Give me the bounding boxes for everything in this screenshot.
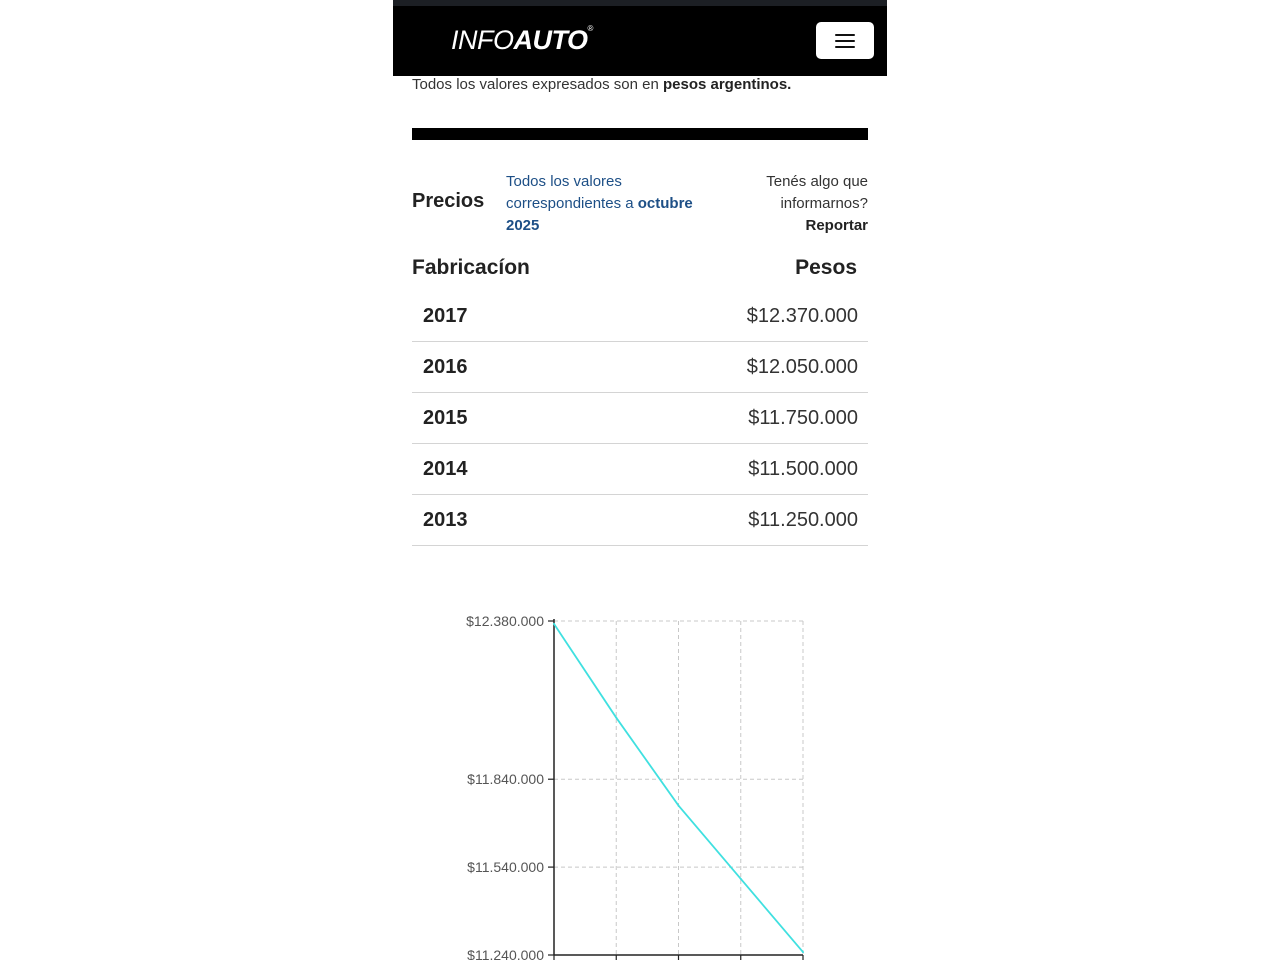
row-year: 2014: [423, 458, 468, 480]
price-table: [412, 291, 868, 546]
logo-thin-text: INFO: [451, 25, 514, 55]
row-price: $12.050.000: [746, 356, 858, 378]
infoauto-logo[interactable]: [451, 22, 593, 58]
page: [393, 0, 887, 960]
logo-bold-text: AUTO: [513, 25, 588, 55]
row-year: 2015: [423, 407, 468, 429]
row-year: 2017: [423, 305, 468, 327]
y-tick-label: $11.240.000: [467, 947, 544, 960]
logo-registered-mark: ®: [587, 24, 593, 33]
precios-title: Precios: [412, 190, 485, 212]
precios-note-text: Todos los valores correspondientes a: [506, 173, 638, 212]
table-row: [412, 444, 868, 495]
y-tick-label: $12.380.000: [466, 613, 544, 629]
table-row: [412, 495, 868, 546]
row-price: $11.750.000: [748, 407, 858, 429]
report-link[interactable]: Reportar: [805, 217, 868, 234]
currency-notice: [412, 76, 872, 94]
data-point: [802, 951, 804, 953]
table-row: [412, 291, 868, 342]
y-tick-label: $11.840.000: [467, 771, 544, 788]
row-year: 2016: [423, 356, 468, 378]
row-price: $11.500.000: [748, 458, 858, 480]
price-line-chart: [393, 590, 887, 960]
data-point: [615, 717, 617, 719]
site-header: [393, 6, 887, 76]
row-year: 2013: [423, 509, 468, 531]
section-divider: [412, 128, 868, 140]
hamburger-icon: [835, 34, 855, 48]
table-row: [412, 393, 868, 444]
column-header-pesos: Pesos: [795, 256, 857, 279]
menu-button[interactable]: [816, 22, 874, 59]
table-row: [412, 342, 868, 393]
row-price: $12.370.000: [746, 305, 858, 327]
column-header-year: Fabricacíon: [412, 256, 530, 279]
data-point: [740, 878, 742, 880]
data-point: [678, 805, 680, 807]
notice-bold: pesos argentinos.: [662, 76, 792, 93]
report-question: Tenés algo que informarnos?: [766, 173, 868, 212]
notice-text: Todos los valores expresados son en: [412, 76, 663, 93]
price-chart: [393, 590, 887, 960]
y-tick-label: $11.540.000: [467, 859, 544, 876]
data-point: [553, 623, 555, 625]
precios-note-date: octubre 2025: [506, 195, 693, 234]
row-price: $11.250.000: [748, 509, 858, 531]
precios-note: [506, 171, 716, 237]
report-box: [723, 171, 868, 237]
